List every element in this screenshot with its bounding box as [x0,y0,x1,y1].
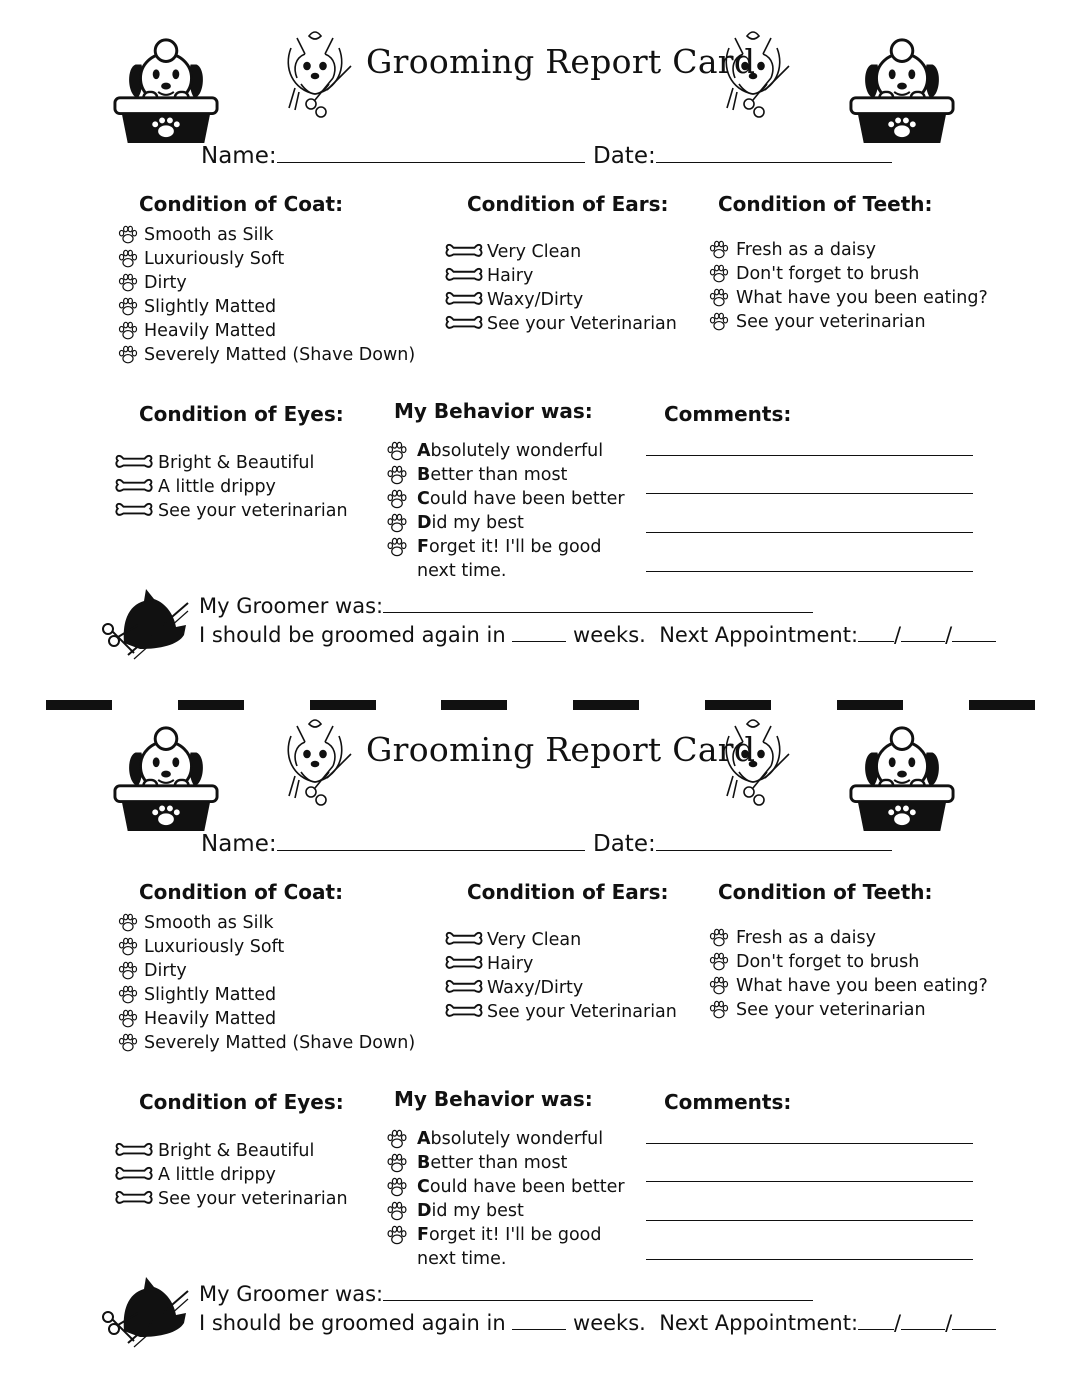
paw-checkbox-icon[interactable] [116,248,140,270]
ears-option[interactable]: See your Veterinarian [445,1000,677,1024]
teeth-option[interactable]: Don't forget to brush [706,262,988,286]
eyes-heading: Condition of Eyes: [139,402,344,426]
behavior-option[interactable]: Did my best [383,511,625,535]
paw-checkbox-icon[interactable] [116,344,140,366]
teeth-option[interactable]: See your veterinarian [706,310,988,334]
bone-checkbox-icon[interactable] [114,1189,154,1210]
coat-option[interactable]: Dirty [116,959,415,983]
next-appointment-label: Next Appointment: [659,623,859,647]
dog-bath-logo-right [848,718,956,836]
paw-checkbox-icon[interactable] [383,1152,411,1175]
behavior-heading: My Behavior was: [394,1087,593,1111]
eyes-list [114,1139,348,1211]
paw-checkbox-icon[interactable] [116,224,140,246]
report-card-top [0,0,1080,688]
teeth-option[interactable]: What have you been eating? [706,974,988,998]
behavior-continuation: next time. [417,561,507,581]
appointment-year-line[interactable] [952,625,996,642]
date-field[interactable]: Date: [593,143,892,169]
name-line[interactable] [277,144,585,163]
paw-checkbox-icon[interactable] [706,311,732,333]
comments-heading: Comments: [664,402,792,426]
ears-option[interactable]: Waxy/Dirty [445,976,677,1000]
paw-checkbox-icon[interactable] [706,263,732,285]
bone-checkbox-icon[interactable] [445,978,483,999]
paw-checkbox-icon[interactable] [116,936,140,958]
coat-list [116,911,415,1055]
card-title: Grooming Report Card [366,42,756,81]
card-title: Grooming Report Card [366,730,756,769]
report-card-bottom [0,688,1080,1376]
bone-checkbox-icon[interactable] [114,453,154,474]
appointment-day-line[interactable] [901,1313,945,1330]
dog-bath-logo-right [848,30,956,148]
paw-checkbox-icon[interactable] [116,960,140,982]
paw-checkbox-icon[interactable] [116,912,140,934]
behavior-option[interactable]: Forget it! I'll be good [383,535,625,559]
teeth-option[interactable]: Fresh as a daisy [706,926,988,950]
comments-heading: Comments: [664,1090,792,1114]
coat-heading: Condition of Coat: [139,192,344,216]
appointment-year-line[interactable] [952,1313,996,1330]
behavior-option[interactable]: Could have been better [383,487,625,511]
eyes-option[interactable]: Bright & Beautiful [114,1139,348,1163]
ears-option[interactable]: Very Clean [445,240,677,264]
comment-line[interactable] [646,1143,973,1144]
coat-option[interactable]: Severely Matted (Shave Down) [116,1031,415,1055]
paw-checkbox-icon[interactable] [383,536,411,559]
comment-line[interactable] [646,1181,973,1182]
behavior-option[interactable]: Better than most [383,463,625,487]
behavior-continuation: next time. [417,1249,507,1269]
date-line[interactable] [656,832,892,851]
groomer-field[interactable]: My Groomer was: [199,594,813,618]
comment-line[interactable] [646,571,973,572]
comment-line[interactable] [646,1259,973,1260]
paw-checkbox-icon[interactable] [116,984,140,1006]
coat-option[interactable]: Luxuriously Soft [116,247,415,271]
comment-line[interactable] [646,532,973,533]
teeth-list [706,238,988,334]
coat-heading: Condition of Coat: [139,880,344,904]
weeks-line[interactable] [512,625,566,642]
weeks-line[interactable] [512,1313,566,1330]
behavior-heading: My Behavior was: [394,399,593,423]
paw-checkbox-icon[interactable] [383,488,411,511]
paw-checkbox-icon[interactable] [706,975,732,997]
paw-checkbox-icon[interactable] [383,1200,411,1223]
teeth-option[interactable]: What have you been eating? [706,286,988,310]
eyes-option[interactable]: See your veterinarian [114,1187,348,1211]
teeth-heading: Condition of Teeth: [718,880,933,904]
ears-heading: Condition of Ears: [467,192,669,216]
groomer-line[interactable] [383,596,813,613]
behavior-option[interactable]: Absolutely wonderful [383,439,625,463]
bone-checkbox-icon[interactable] [445,930,483,951]
paw-checkbox-icon[interactable] [116,272,140,294]
coat-option[interactable]: Severely Matted (Shave Down) [116,343,415,367]
paw-checkbox-icon[interactable] [706,287,732,309]
ears-option[interactable]: Waxy/Dirty [445,288,677,312]
name-field[interactable]: Name: [201,143,585,169]
coat-option[interactable]: Smooth as Silk [116,911,415,935]
bone-checkbox-icon[interactable] [445,290,483,311]
bone-checkbox-icon[interactable] [114,477,154,498]
bone-checkbox-icon[interactable] [114,501,154,522]
behavior-option[interactable]: Absolutely wonderful [383,1127,625,1151]
paw-checkbox-icon[interactable] [116,296,140,318]
paw-checkbox-icon[interactable] [383,464,411,487]
groomer-scissors-icon [100,1273,190,1353]
teeth-option[interactable]: See your veterinarian [706,998,988,1022]
paw-checkbox-icon[interactable] [706,239,732,261]
yorkie-scissors-icon-left [274,716,356,806]
eyes-heading: Condition of Eyes: [139,1090,344,1114]
bone-checkbox-icon[interactable] [445,266,483,287]
eyes-option[interactable]: A little drippy [114,1163,348,1187]
paw-checkbox-icon[interactable] [706,999,732,1021]
name-field[interactable]: Name: [201,831,585,857]
behavior-list [383,1127,625,1271]
paw-checkbox-icon[interactable] [383,512,411,535]
comment-line[interactable] [646,1220,973,1221]
eyes-option[interactable]: A little drippy [114,475,348,499]
bone-checkbox-icon[interactable] [114,1165,154,1186]
bone-checkbox-icon[interactable] [445,954,483,975]
groomer-field[interactable]: My Groomer was: [199,1282,813,1306]
paw-checkbox-icon[interactable] [383,1176,411,1199]
bone-checkbox-icon[interactable] [445,242,483,263]
next-appointment-label: Next Appointment: [659,1311,859,1335]
bone-checkbox-icon[interactable] [445,1002,483,1023]
ears-option[interactable]: Very Clean [445,928,677,952]
regroom-row: I should be groomed again in weeks. Next Appointment: / / [199,623,996,647]
coat-option[interactable]: Heavily Matted [116,1007,415,1031]
coat-option[interactable]: Heavily Matted [116,319,415,343]
eyes-option[interactable]: See your veterinarian [114,499,348,523]
eyes-option[interactable]: Bright & Beautiful [114,451,348,475]
name-line[interactable] [277,832,585,851]
dog-bath-logo-left [112,718,220,836]
appointment-month-line[interactable] [858,625,894,642]
ears-list [445,240,677,336]
ears-heading: Condition of Ears: [467,880,669,904]
coat-option[interactable]: Dirty [116,271,415,295]
coat-option[interactable]: Slightly Matted [116,295,415,319]
paw-checkbox-icon[interactable] [383,1128,411,1151]
paw-checkbox-icon[interactable] [116,1032,140,1054]
behavior-option[interactable]: Did my best [383,1199,625,1223]
behavior-option[interactable]: Could have been better [383,1175,625,1199]
ears-option[interactable]: See your Veterinarian [445,312,677,336]
behavior-list [383,439,625,583]
ears-list [445,928,677,1024]
yorkie-scissors-icon-left [274,28,356,118]
date-field[interactable]: Date: [593,831,892,857]
bone-checkbox-icon[interactable] [114,1141,154,1162]
comment-line[interactable] [646,455,973,456]
comment-line[interactable] [646,493,973,494]
ears-option[interactable]: Hairy [445,952,677,976]
date-line[interactable] [656,144,892,163]
teeth-option[interactable]: Don't forget to brush [706,950,988,974]
coat-option[interactable]: Slightly Matted [116,983,415,1007]
teeth-heading: Condition of Teeth: [718,192,933,216]
paw-checkbox-icon[interactable] [383,440,411,463]
paw-checkbox-icon[interactable] [706,951,732,973]
coat-option[interactable]: Luxuriously Soft [116,935,415,959]
dog-bath-logo-left [112,30,220,148]
bone-checkbox-icon[interactable] [445,314,483,335]
paw-checkbox-icon[interactable] [116,1008,140,1030]
paw-checkbox-icon[interactable] [116,320,140,342]
ears-option[interactable]: Hairy [445,264,677,288]
groomer-scissors-icon [100,585,190,665]
teeth-list [706,926,988,1022]
coat-list [116,223,415,367]
regroom-row: I should be groomed again in weeks. Next Appointment: / / [199,1311,996,1335]
paw-checkbox-icon[interactable] [383,1224,411,1247]
eyes-list [114,451,348,523]
behavior-option[interactable]: Forget it! I'll be good [383,1223,625,1247]
behavior-option[interactable]: Better than most [383,1151,625,1175]
appointment-day-line[interactable] [901,625,945,642]
appointment-month-line[interactable] [858,1313,894,1330]
paw-checkbox-icon[interactable] [706,927,732,949]
teeth-option[interactable]: Fresh as a daisy [706,238,988,262]
groomer-line[interactable] [383,1284,813,1301]
coat-option[interactable]: Smooth as Silk [116,223,415,247]
